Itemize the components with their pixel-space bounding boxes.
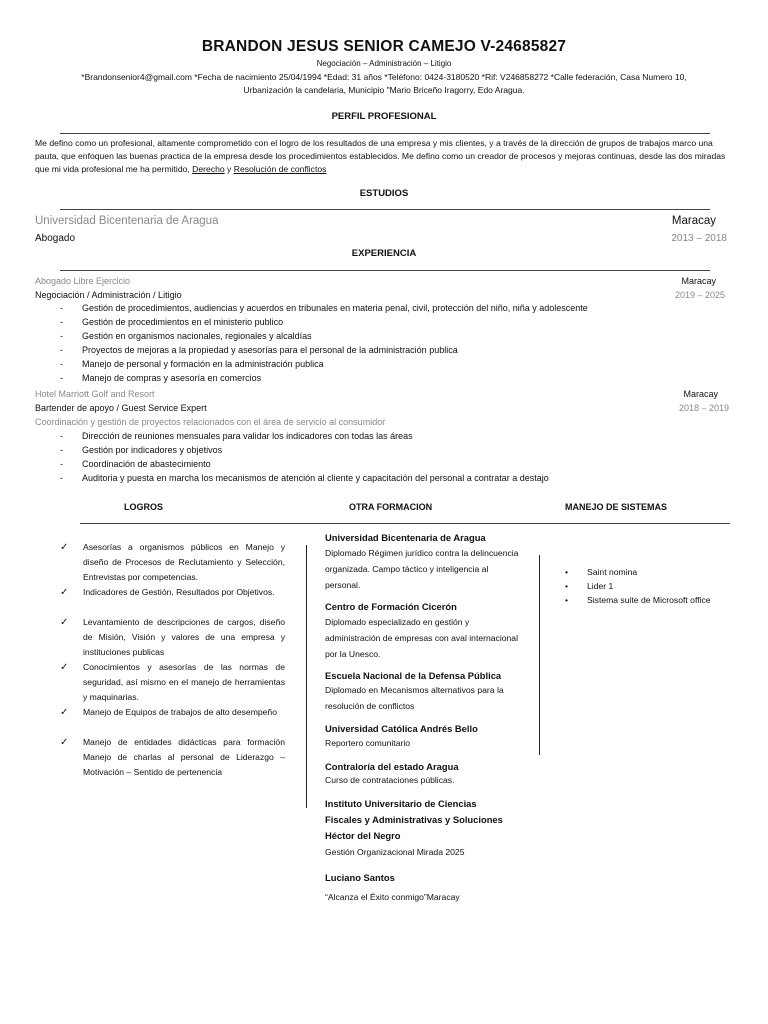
divider (80, 523, 730, 524)
formacion-item: Instituto Universitario de Ciencias Fiscales y Administrativas y Soluciones Héctor del Negro Gestión Organizacional Mirada 2025 (325, 798, 503, 857)
list-item: • Lider 1 (565, 581, 614, 591)
perfil-text: Me defino como un profesional, altamente comprometido con el logro de los resultados de una empresa y mis clientes, y a través de la dirección de grupos de trabajos marco una pauta, que enfoquen las buenas practica de la empresa desde los procedimientos establecidos. Me defino como un creador de procesos y mejoras continuas, desde las dos miradas que mi vida profesional me ha permitido, (35, 138, 726, 174)
job-1-bullets: - Gestión de procedimientos, audiencias y acuerdos en tribunales en materia penal, civil, protección del niño, niña y adolescente - Gestión de procedimientos en el ministerio publico - Gestión en organismos nacionales, regionales y alcaldías - Proyectos de mejoras a la propiedad y asesorías para el personal de la administración publica - Manejo de personal y formación en la administración publica - Manejo de compras y asesoría en comercios (60, 303, 588, 383)
logro-item: ✓ Asesorías a organismos públicos en Manejo y diseño de Procesos de Reclutamiento y Selección, Entrevistas por competencias. (60, 542, 285, 582)
logro-item: ✓ Conocimientos y asesorías de las normas de seguridad, así mismo en el manejo de herramientas y maquinarias. (60, 662, 285, 702)
job-1-company: Abogado Libre Ejercicio (35, 276, 131, 286)
job-1-years: 2019 – 2025 (674, 290, 725, 300)
logro-item: ✓ Indicadores de Gestión, Resultados por Objetivos. (60, 587, 275, 598)
perfil-heading: PERFIL PROFESIONAL (331, 111, 437, 122)
experiencia-heading: EXPERIENCIA (351, 248, 417, 259)
estudios-institution: Universidad Bicentenaria de Aragua (35, 215, 219, 227)
job-1-role: Negociación / Administración / Litigio (35, 290, 182, 300)
job-2-years: 2018 – 2019 (678, 403, 729, 413)
list-item: • Saint nomina (565, 567, 638, 577)
perfil-link-derecho: Derecho (192, 164, 225, 174)
job-2-extra: Coordinación y gestión de proyectos relacionados con el área de servicio al consumidor (35, 417, 386, 427)
column-separator (306, 545, 307, 808)
estudios-city: Maracay (671, 215, 716, 227)
formacion-item: Luciano Santos “Alcanza el Éxito conmigo”Maracay (325, 872, 460, 902)
check-icon: ✓ (60, 617, 69, 628)
estudios-years: 2013 – 2018 (671, 233, 727, 244)
logros-heading: LOGROS (124, 502, 164, 512)
formacion-item: Escuela Nacional de la Defensa Pública Diplomado en Mecanismos alternativos para la resolución de conflictos (325, 670, 504, 711)
divider (60, 133, 710, 134)
otra-formacion-list (325, 532, 520, 905)
estudios-degree: Abogado (35, 233, 76, 244)
job-1-city: Maracay (681, 276, 716, 286)
job-2-bullets: - Dirección de reuniones mensuales para validar los indicadores con todas las áreas - Gestión por indicadores y objetivos - Coordinación de abastecimiento - Auditoria y puesta en marcha los mecanismos de atención al cliente y capacitación del personal a contratar a destajo (60, 431, 549, 483)
column-separator (539, 555, 540, 755)
contact-line-1: *Brandonsenior4@gmail.com *Fecha de nacimiento 25/04/1994 *Edad: 31 años *Teléfono: 0424-3180520 *Rif: V246858272 *Calle federación, Casa Numero 10, (81, 72, 687, 82)
formacion-item: Contraloría del estado Aragua Curso de contrataciones públicas. (325, 761, 459, 785)
formacion-item: Universidad Bicentenaria de Aragua Diplomado Régimen jurídico contra la delincuencia organizada. Campo táctico y inteligencia al personal. (325, 532, 519, 590)
otra-formacion-heading: OTRA FORMACION (349, 502, 433, 512)
perfil-link-resolucion: Resolución de conflictos (233, 164, 327, 174)
professional-subtitle: Negociación – Administración – Litigio (316, 59, 452, 68)
candidate-name: BRANDON JESUS SENIOR CAMEJO V-24685827 (201, 38, 567, 55)
check-icon: ✓ (60, 542, 69, 553)
estudios-heading: ESTUDIOS (359, 188, 409, 199)
check-icon: ✓ (60, 662, 69, 673)
formacion-item: Universidad Católica Andrés Bello Reportero comunitario (325, 723, 478, 748)
divider (60, 270, 710, 271)
job-2-company: Hotel Marriott Golf and Resort (35, 389, 155, 399)
formacion-item: Centro de Formación Cicerón Diplomado especializado en gestión y administración de empresas con aval internacional por la Unesco. (325, 601, 518, 659)
check-icon: ✓ (60, 707, 69, 718)
logro-item: ✓ Manejo de Equipos de trabajos de alto desempeño (60, 707, 277, 718)
job-2-role: Bartender de apoyo / Guest Service Expert (35, 403, 207, 413)
list-item: • Sistema suite de Microsoft office (565, 595, 711, 605)
check-icon: ✓ (60, 737, 69, 748)
perfil-paragraph (35, 137, 735, 176)
perfil-connector: y (227, 164, 232, 174)
logro-item: ✓ Levantamiento de descripciones de cargos, diseño de Misión, Visión y valores de una empresa y instituciones publicas (60, 617, 285, 657)
logro-item: ✓ Manejo de entidades didácticas para formación Manejo de charlas al personal de Liderazgo –Motivación – Sentido de pertenencia (60, 737, 285, 777)
job-2-city: Maracay (683, 389, 718, 399)
sistemas-heading: MANEJO DE SISTEMAS (565, 502, 668, 512)
contact-line-2: Urbanización la candelaria, Municipio "Mario Briceño Iragorry, Edo Aragua. (243, 85, 525, 95)
divider (60, 209, 710, 210)
check-icon: ✓ (60, 587, 69, 598)
contact-info (0, 71, 768, 97)
sistemas-list (565, 565, 725, 607)
